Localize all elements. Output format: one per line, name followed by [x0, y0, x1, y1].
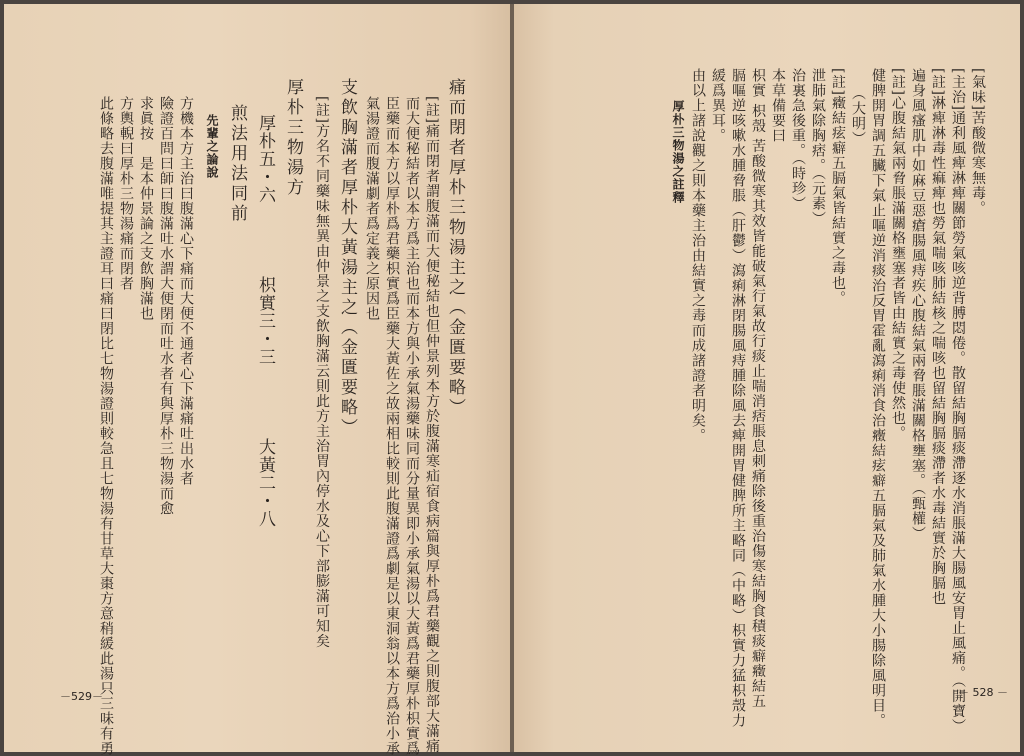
- text-column: （大明）: [850, 86, 866, 146]
- section-heading-commentary: 厚朴三物湯之註釋: [671, 100, 685, 204]
- text-column: [註]淋痺淋毒性痲痺也勞氣喘咳肺結核之喘咳也留結胸膈痰滯者水毒結實於胸膈也: [930, 68, 946, 606]
- text-column: 方輿輗曰厚朴三物湯痛而閉者: [118, 96, 134, 291]
- text-column: 泄肺氣除胸痞。（元素）: [810, 68, 826, 226]
- heading-houpo-dahuang-tang: 支飲胸滿者厚朴大黃湯主之（金匱要略）: [337, 78, 357, 438]
- book-spread: [4, 4, 1020, 756]
- page-number-left: －529－: [60, 690, 103, 703]
- formula-ingredients: 厚朴五・六 枳實三・三 大黃二・八: [255, 114, 275, 528]
- text-column: 求眞按 是本仲景論之支飲胸滿也: [138, 96, 154, 321]
- text-column: 氣湯證而腹滿劇者爲定義之原因也: [364, 96, 380, 321]
- text-column: [氣味]苦酸微寒無毒。: [970, 68, 986, 216]
- text-column: [主治]通利風痺淋痺關節勞氣咳逆背膊悶倦。散留結胸膈痰滯逐水消脹滿大腸風安胃止風痛。（開寶）: [950, 68, 966, 734]
- heading-formula: 厚朴三物湯方: [283, 78, 303, 198]
- text-column: [註]心腹結氣兩脅脹滿關格壅塞者皆由結實之毒使然也。: [890, 68, 906, 441]
- text-column: 遍身風瘙肌中如麻豆惡瘡腸風痔疾心腹結氣兩脅脹滿關格壅塞。（甄權）: [910, 68, 926, 541]
- text-column: [註]痛而閉者謂腹滿而大便秘結也但仲景列本方於腹滿寒疝宿食病篇與厚朴爲君藥觀之則腹部大滿痛: [424, 96, 440, 754]
- text-column: 膈嘔逆咳嗽水腫脅脹（肝鬱）瀉痢淋閉腸風痔腫除風去痺開胃健脾所主略同（中略）枳實力猛枳殼力: [730, 68, 746, 728]
- text-column: 而大便秘結者以本方爲主治也而本方與小承氣湯藥味同而分量異即小承氣湯以大黃爲君藥厚朴枳實爲: [404, 96, 420, 756]
- text-column: 臣藥而本方以厚朴爲君藥枳實爲臣藥大黃佐之故兩相比較則此腹滿證爲劇是以東洞翁以本方爲治小承: [384, 96, 400, 756]
- text-column: 方機本方主治曰腹滿心下痛而大便不通者心下滿痛吐出水者: [178, 96, 194, 486]
- text-column: [註]方名不同藥味無異由仲景之支飲胸滿云則此方主治胃內停水及心下部膨滿可知矣: [314, 96, 330, 649]
- text-column: 枳實 枳殼 苦酸微寒其效皆能破氣行氣故行痰止喘消痞脹息刺痛除後重治傷寒結胸食積痰癖癥結五: [750, 68, 766, 709]
- section-heading-predecessors: 先輩之論說: [205, 114, 219, 179]
- text-column: 險證百問曰師曰腹滿吐水謂大便閉而吐水者有與厚朴三物湯而愈: [158, 96, 174, 516]
- page-number-right: － 528 －: [958, 686, 1008, 699]
- text-column: 緩爲異耳。: [710, 68, 726, 143]
- right-page: [514, 4, 1020, 752]
- text-column: 此條略去腹滿唯提其主證耳曰痛曰閉比七物湯證則較急且七物湯有甘草大棗方意稍緩此湯只三味有勇: [98, 96, 114, 756]
- text-column: [註]癥結痃癖五膈氣皆結實之毒也。: [830, 68, 846, 306]
- text-column: 治裏急後重。（時珍）: [790, 68, 806, 211]
- left-page: [4, 4, 510, 756]
- decoction-note: 煎法用法同前: [227, 104, 247, 224]
- text-column: 由以上諸說觀之則本藥主治由結實之毒而成諸證者明矣。: [690, 68, 706, 443]
- text-column: 健脾開胃調五臟下氣止嘔逆消痰治反胃霍亂瀉痢消食治癥結痃癖五膈氣及肺氣水腫大小腸除風明目。: [870, 68, 886, 728]
- text-column: 本草備要曰: [770, 68, 786, 143]
- heading-houpo-sanwu-tang-indication: 痛而閉者厚朴三物湯主之（金匱要略）: [445, 78, 465, 418]
